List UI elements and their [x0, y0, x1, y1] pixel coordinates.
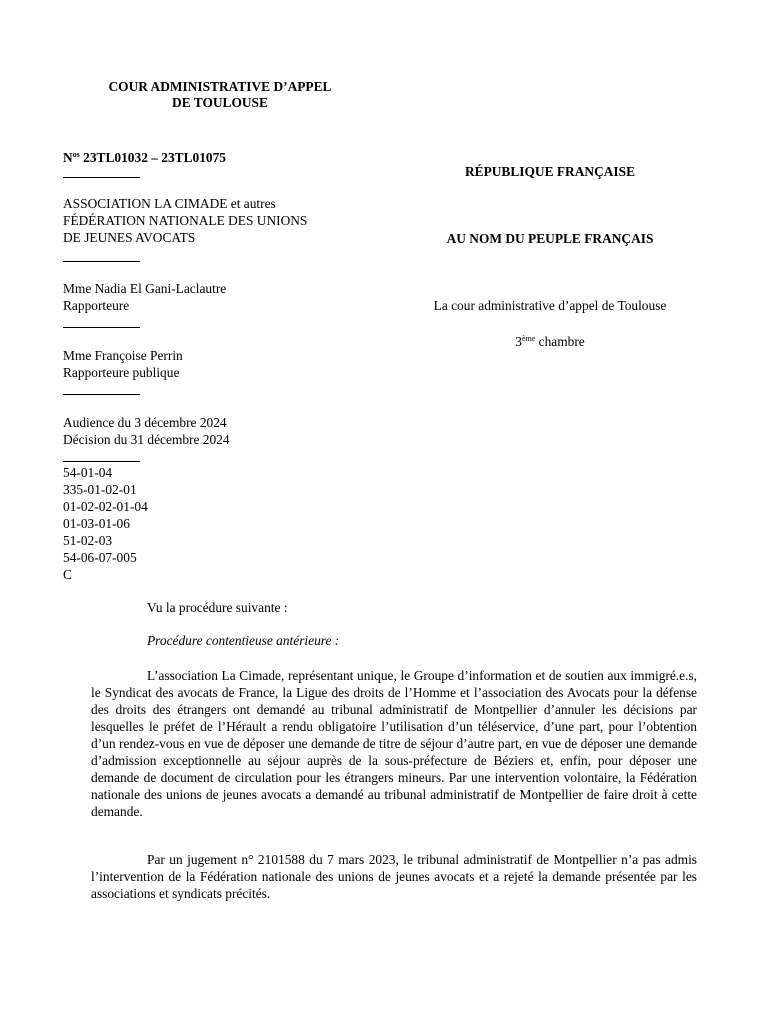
code-item: 335-01-02-01 — [63, 482, 137, 497]
separator-rule — [63, 461, 140, 462]
rapporteur-public-name: Mme Françoise Perrin — [63, 348, 183, 363]
parties-line1: ASSOCIATION LA CIMADE et autres — [63, 196, 276, 211]
dates-block — [63, 414, 230, 448]
case-prefix-sup: os — [72, 150, 80, 159]
parties-block — [63, 195, 307, 246]
republic-heading: RÉPUBLIQUE FRANÇAISE — [464, 164, 635, 179]
decision-date: Décision du 31 décembre 2024 — [63, 432, 230, 447]
case-number — [63, 146, 226, 166]
chambre-number: 3 — [515, 334, 522, 349]
rapporteur-role: Rapporteure — [63, 298, 130, 313]
paragraph-2: Par un jugement n° 2101588 du 7 mars 2023, le tribunal administratif de Montpellier n’a pas admis l’intervention de la Fédération nationale des unions de jeunes avocats et a rejeté la demande présentée par les associations et syndicats précités. — [91, 852, 697, 901]
separator-rule — [63, 394, 140, 395]
codes-block — [63, 464, 148, 583]
code-item: 54-01-04 — [63, 465, 113, 480]
separator-rule — [63, 327, 140, 328]
code-item: 01-02-02-01-04 — [63, 499, 148, 514]
case-numbers: 23TL01032 – 23TL01075 — [83, 150, 227, 165]
separator-rule — [63, 261, 140, 262]
rapporteur-public-role: Rapporteure publique — [63, 365, 180, 380]
cour-name: La cour administrative d’appel de Toulouse — [433, 298, 667, 313]
code-item: 01-03-01-06 — [63, 516, 130, 531]
rapporteur-public-block — [63, 347, 183, 381]
parties-line3: DE JEUNES AVOCATS — [63, 230, 196, 245]
chambre-sup: ème — [521, 334, 536, 343]
paragraph-1: L’association La Cimade, représentant unique, le Groupe d’information et de soutien aux immigré.e.s, le Syndicat des avocats de France, la Ligue des droits de l’Homme et l’association des Avocats pour la défense des droits des étrangers ont demandé au tribunal administratif de Montpellier d’annuler les décisions par lesquelles le préfet de l’Hérault a rendu obligatoire l’utilisation d’un téléservice, d’une part, pour l’obtention d’un rendez-vous en vue de déposer une demande de titre de séjour d’autre part, en vue de déposer une demande d’admission exceptionnelle au séjour auprès de la sous-préfecture de Béziers et, enfin, pour déposer une demande de document de circulation pour les étrangers mineurs. Par une intervention volontaire, la Fédération nationale des unions de jeunes avocats a demandé au tribunal administratif de Montpellier de faire droit à cette demande. — [91, 668, 697, 819]
section-title: Procédure contentieuse antérieure : — [147, 633, 340, 648]
au-nom-heading: AU NOM DU PEUPLE FRANÇAIS — [446, 231, 654, 246]
chambre-word: chambre — [535, 334, 585, 349]
parties-line2: FÉDÉRATION NATIONALE DES UNIONS — [63, 213, 308, 228]
court-title-line1: COUR ADMINISTRATIVE D’APPEL — [108, 79, 332, 94]
court-title — [63, 79, 377, 111]
chambre-label — [360, 330, 740, 350]
code-item: 54-06-07-005 — [63, 550, 137, 565]
court-title-line2: DE TOULOUSE — [172, 95, 268, 110]
case-prefix: N — [63, 150, 73, 165]
rapporteur-block — [63, 280, 226, 314]
code-item: 51-02-03 — [63, 533, 113, 548]
audience-date: Audience du 3 décembre 2024 — [63, 415, 227, 430]
code-item: C — [63, 567, 72, 582]
separator-rule — [63, 177, 140, 178]
rapporteur-name: Mme Nadia El Gani-Laclautre — [63, 281, 227, 296]
vu-procedure: Vu la procédure suivante : — [147, 600, 288, 615]
